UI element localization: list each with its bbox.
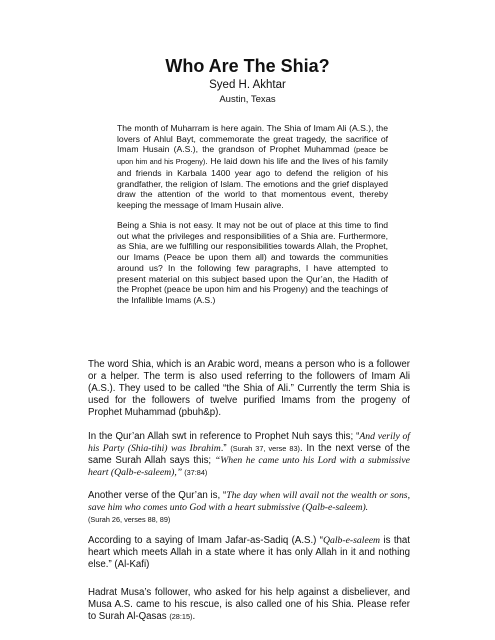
author-location: Austin, Texas <box>219 94 276 105</box>
body-text: is that heart which meets Allah in a state where it has only Allah in it and nothing else.” (Al-Kafi) <box>88 535 410 570</box>
surah-reference: (Surah 26, verses 88, 89) <box>88 515 171 524</box>
body-paragraph-4 <box>88 535 410 571</box>
body-text: . In the next verse of the same Surah Allah says this; <box>88 443 411 466</box>
body-text: . <box>192 611 196 622</box>
page-title: Who Are The Shia? <box>165 56 330 76</box>
body-text: Hadrat Musa’s follower, who asked for his help against a disbeliever, and Musa A.S. came to his rescue, is also called one of his Shia. Please refer to Surah Al-Qasas <box>88 587 410 622</box>
body-paragraph-3 <box>88 490 410 526</box>
surah-reference: (28:15) <box>169 612 193 621</box>
body-text: .” <box>220 443 231 454</box>
quran-quote: The day when will avail not the wealth or sons, save him who comes unto God with a heart submissive (Qalb-e-saleem). <box>88 490 410 513</box>
intro-text: . He laid down his life and the lives of his family and friends in Karbala 1400 year ago to defend the religion of his grandfather, the religion of Islam. The emotions and the grief displayed draw the attention of the world to that momentous event, thereby keeping the message of Imam Husain alive. <box>117 156 388 210</box>
surah-reference: (Surah 37, verse 83) <box>230 444 300 453</box>
body-text: According to a saying of Imam Jafar-as-Sadiq (A.S.) “ <box>88 535 324 546</box>
quran-quote: Qalb-e-saleem <box>323 535 381 546</box>
body-text: Another verse of the Qur’an is, “ <box>88 490 227 501</box>
quran-quote: “When he came unto his Lord with a submissive heart (Qalb-e-saleem),” <box>88 455 410 478</box>
intro-text: The month of Muharram is here again. The Shia of Imam Ali (A.S.), the lovers of Ahlul Bayt, commemorate the great tragedy, the sacrifice of Imam Husain (A.S.), the grandson of Prophet Muhammad <box>117 123 388 155</box>
author-name: Syed H. Akhtar <box>209 79 286 91</box>
intro-paragraph-1 <box>117 123 388 211</box>
body-paragraph-1: The word Shia, which is an Arabic word, means a person who is a follower or a helper. The term is also used referring to the followers of Imam Ali (A.S.). They used to be called “the Shia of Ali.” Currently the term Shia is used for the followers of twelve purified Imams from the progeny of Prophet Muhammad (pbuh&p). <box>88 359 410 418</box>
body-paragraph-2 <box>88 431 410 479</box>
body-text: In the Qur’an Allah swt in reference to Prophet Nuh says this; “ <box>88 431 360 442</box>
intro-paragraph-2: Being a Shia is not easy. It may not be out of place at this time to find out what the privileges and responsibilities of a Shia are. Furthermore, as Shia, are we fulfilling our responsibilities towards Allah, the Prophet, our Imams (Peace be upon them all) and towards the communities around us? In the following few paragraphs, I have attempted to present material on this subject based upon the Qur’an, the Hadith of the Prophet (peace be upon him and his Progeny) and the teachings of the Infallible Imams (A.S.) <box>117 220 388 305</box>
body-paragraph-5 <box>88 587 410 623</box>
quran-quote: And verily of his Party (Shia-tihi) was Ibrahim <box>88 431 410 454</box>
surah-reference: (37:84) <box>182 468 208 477</box>
intro-honorific: (peace be upon him and his Progeny) <box>117 145 388 167</box>
